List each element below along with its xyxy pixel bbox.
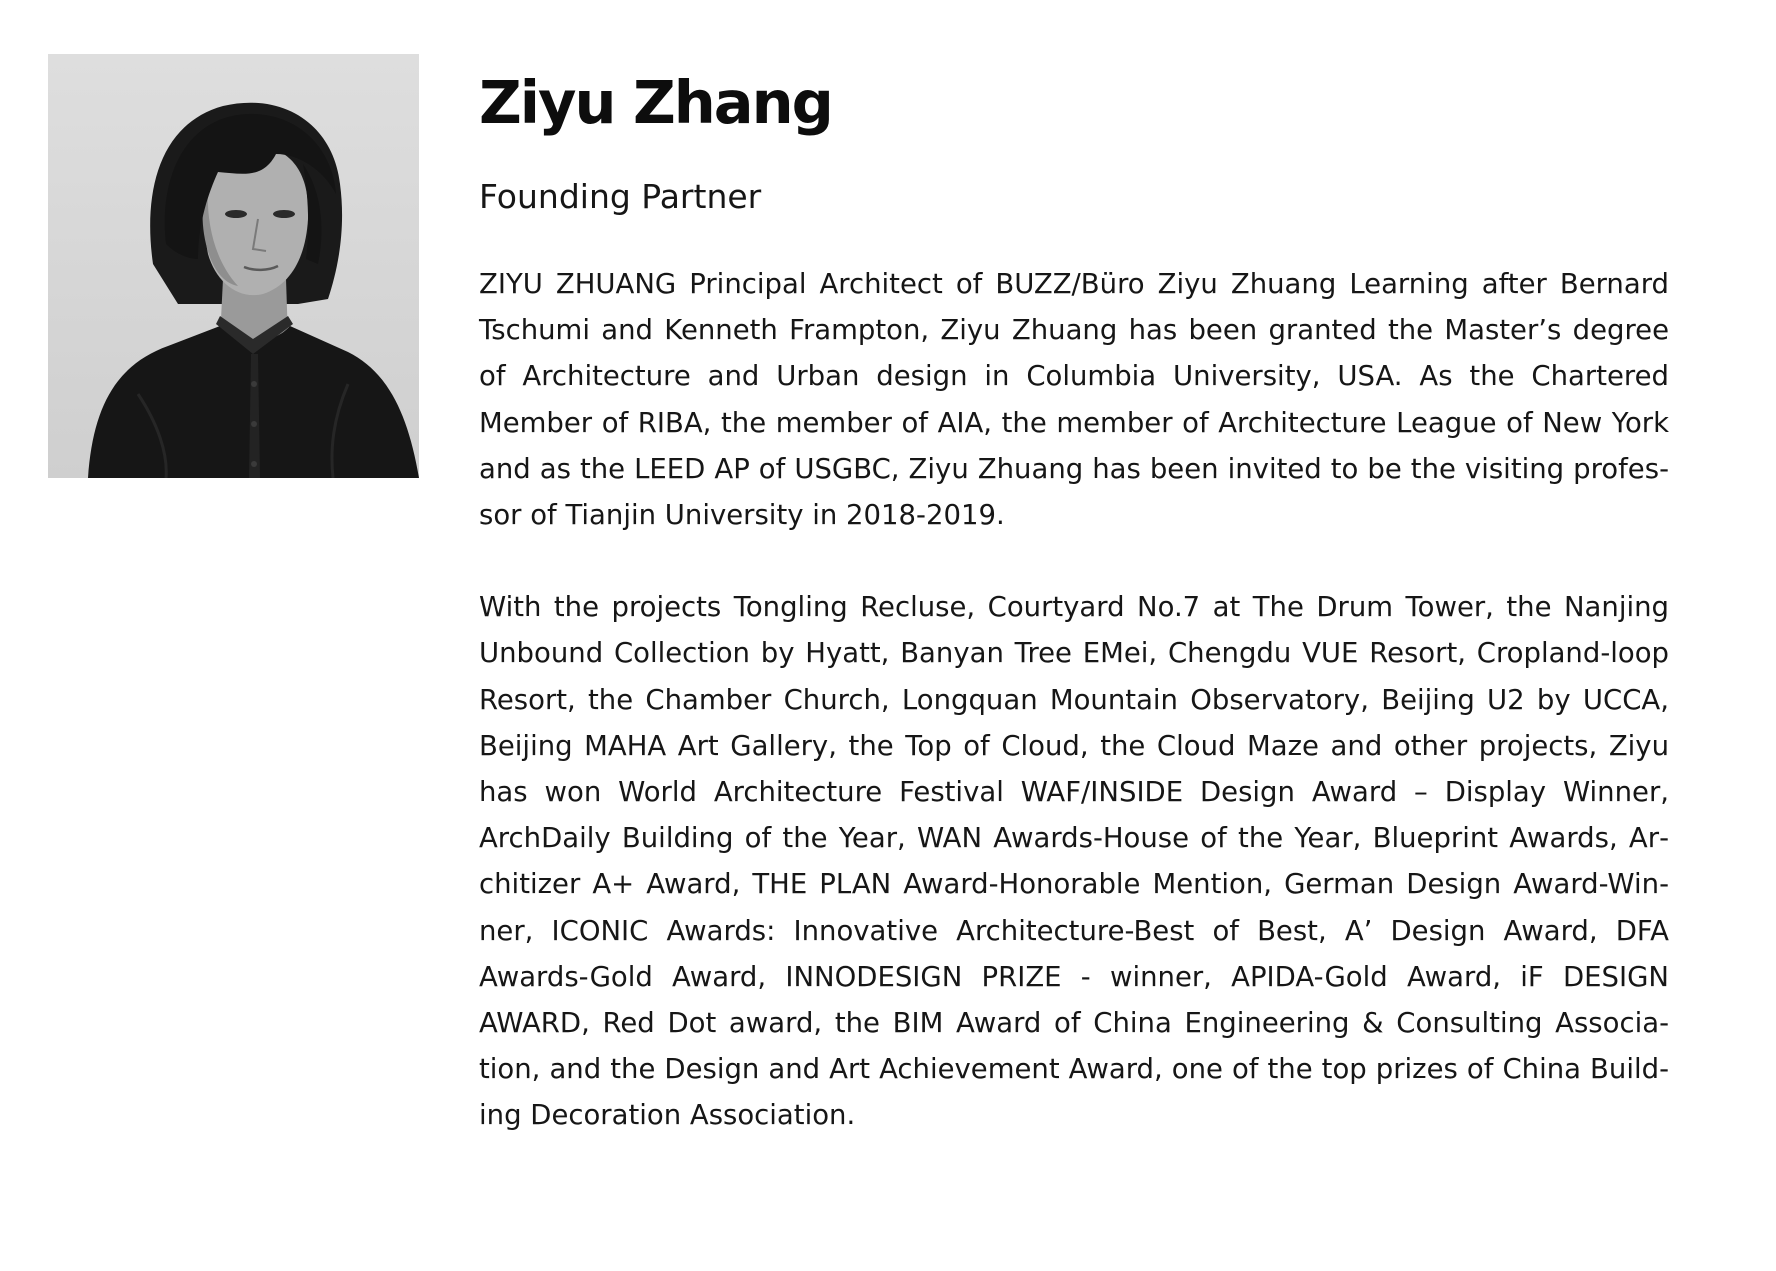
bio-paragraph: ZIYU ZHUANG Principal Architect of BUZZ/Büro Ziyu Zhuang Learning after Bernard Tschumi and Kenneth Frampton, Ziyu Zhuang has been granted the Master’s degree of Architecture and Urban design in Columbia University, USA. As the Chartered Member of RIBA, the member of AIA, the member of Architecture League of New York and as the LEED AP of USGBC, Ziyu Zhuang has been invited to be the visiting professor of Tianjin University in 2018-2019.: [479, 268, 1669, 532]
portrait-illustration: [48, 54, 419, 478]
bio-paragraph: With the projects Tongling Recluse, Courtyard No.7 at The Drum Tower, the Nanjing Unbound Collection by Hyatt, Banyan Tree EMei, Chengdu VUE Resort, Cropland-loop Resort, the Chamber Church, Longquan Mountain Observatory, Beijing U2 by UCCA, Beijing MAHA Art Gallery, the Top of Cloud, the Cloud Maze and other projects, Ziyu has won World Architecture Festival WAF/INSIDE Design Award – Display Winner, ArchDaily Building of the Year, WAN Awards-House of the Year, Blueprint Awards, Architizer A+ Award, THE PLAN Award-Honorable Mention, German Design Award-Winner, ICONIC Awards: Innovative Architecture-Best of Best, A’ Design Award, DFA Awards-Gold Award, INNODESIGN PRIZE - winner, APIDA-Gold Award, iF DESIGN AWARD, Red Dot award, the BIM Award of China Engineering & Consulting Association, and the Design and Art Achievement Award, one of the top prizes of China Building Decoration Association.: [479, 591, 1669, 1132]
job-title: Founding Partner: [479, 177, 762, 216]
bio-section: [479, 58, 1669, 1139]
person-name: Ziyu Zhang: [479, 68, 832, 137]
portrait-photo: [48, 54, 419, 478]
